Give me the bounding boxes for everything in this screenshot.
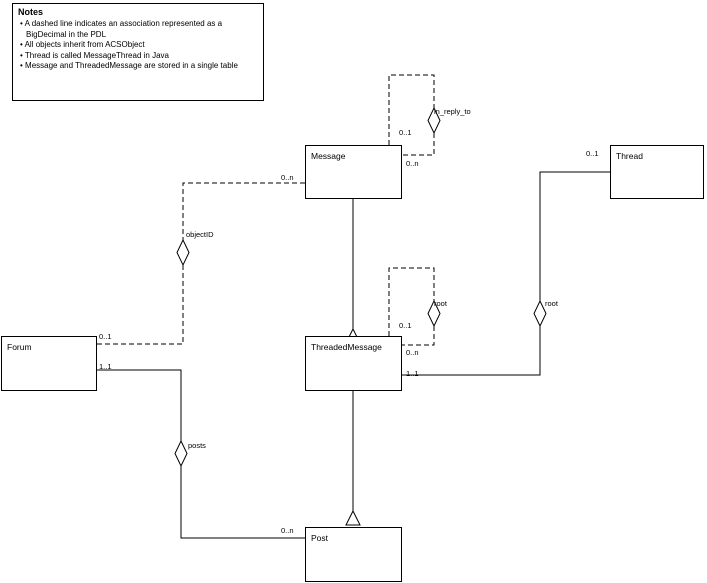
multiplicity-label: 0..n: [281, 526, 294, 535]
class-box-thread[interactable]: [610, 145, 704, 199]
multiplicity-label: 0..n: [281, 173, 294, 182]
class-name: ThreadedMessage: [311, 342, 382, 352]
multiplicity-label: 0..n: [406, 159, 419, 168]
role-label-posts: posts: [188, 441, 206, 450]
note-item: • Message and ThreadedMessage are stored in a single table: [20, 61, 259, 72]
multiplicity-label: 1..1: [406, 369, 419, 378]
class-name: Thread: [616, 151, 643, 161]
role-label-objectid: objectID: [186, 230, 214, 239]
class-name: Message: [311, 151, 346, 161]
notes-title: Notes: [18, 7, 44, 17]
notes-box: [12, 3, 264, 101]
role-label-root-thread: root: [545, 299, 558, 308]
note-item: • Thread is called MessageThread in Java: [20, 51, 259, 62]
note-item: • All objects inherit from ACSObject: [20, 40, 259, 51]
notes-list: [13, 19, 263, 72]
class-box-forum[interactable]: [1, 336, 97, 391]
multiplicity-label: 0..1: [586, 149, 599, 158]
multiplicity-label: 0..1: [399, 128, 412, 137]
role-label-root-threadedmessage: root: [434, 299, 447, 308]
class-box-threadedmessage[interactable]: [305, 336, 402, 391]
multiplicity-label: 0..1: [399, 321, 412, 330]
multiplicity-label: 0..1: [99, 332, 112, 341]
role-label-in-reply-to: in_reply_to: [434, 107, 471, 116]
class-box-message[interactable]: [305, 145, 402, 199]
note-item: • A dashed line indicates an association represented as a BigDecimal in the PDL: [20, 19, 259, 40]
multiplicity-label: 0..n: [406, 348, 419, 357]
class-box-post[interactable]: [305, 527, 402, 582]
multiplicity-label: 1..1: [99, 362, 112, 371]
class-name: Post: [311, 533, 329, 543]
class-name: Forum: [7, 342, 32, 352]
